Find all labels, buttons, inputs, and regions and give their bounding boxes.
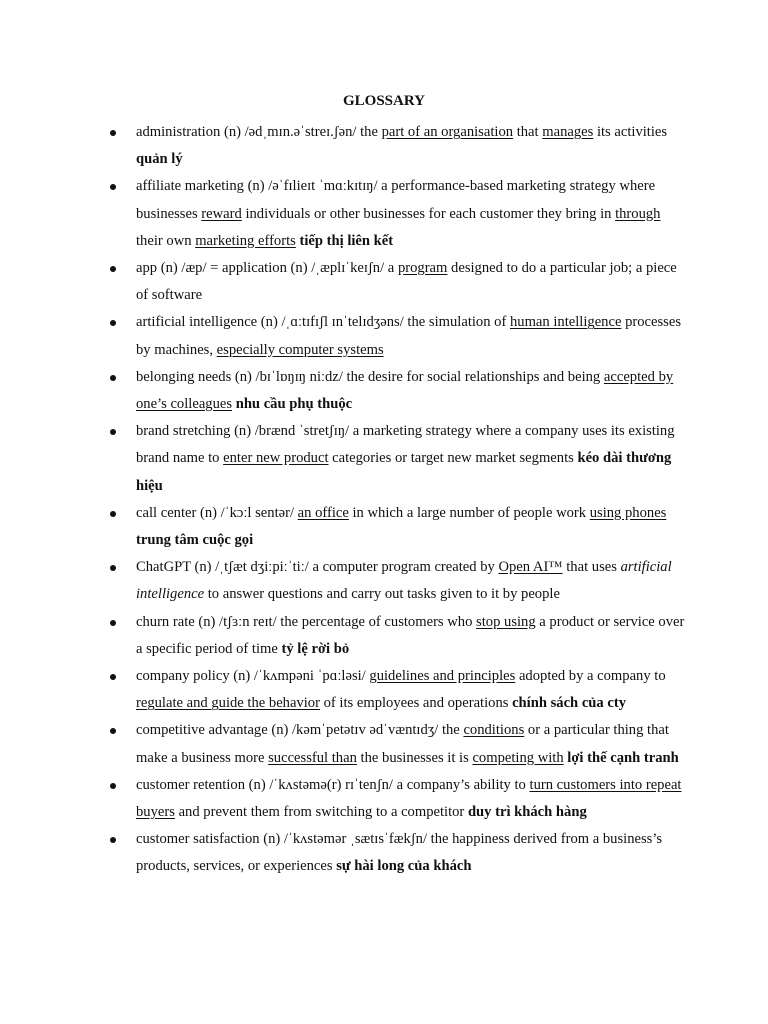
underlined-phrase: stop using [476,613,536,630]
definition-text: competitive advantage (n) /kəmˈpetətɪv ədˈvæntɪdʒ/ the [136,722,464,739]
definition-text: customer retention (n) /ˈkʌstəmə(r) rɪˈtenʃn/ a company’s ability to [136,776,530,793]
definition-text: administration (n) /ədˌmɪn.əˈstreɪ.ʃən/ the [136,124,382,140]
definition-text: to answer questions and carry out tasks given to it by people [204,586,560,603]
underlined-phrase: successful than [268,749,357,766]
underlined-phrase: human intelligence [509,314,622,331]
glossary-entry-text [136,309,688,363]
glossary-entry [0,119,768,173]
bullet-icon [110,837,116,843]
definition-text: their own [136,232,196,249]
definition-text: belonging needs (n) /bɪˈlɒŋɪŋ niːdz/ the desire for social relationships and being [136,368,604,385]
underlined-phrase: using phones [589,504,667,521]
translation-text: sự hài long của khách [336,858,472,875]
definition-text: the businesses it is [356,749,473,766]
glossary-entry [0,364,768,418]
bullet-icon [110,375,116,381]
translation-text: trung tâm cuộc gọi [136,532,254,549]
definition-text: processes by machines, [136,314,682,358]
definition-text: artificial intelligence [136,559,672,603]
definition-text: ChatGPT (n) /ˌtʃæt dʒiːpiːˈtiː/ a computer program created by [136,559,499,576]
definition-text: brand stretching (n) /brænd ˈstretʃɪŋ/ a marketing strategy where a company uses its existing brand name to [136,423,675,467]
bullet-icon [110,511,116,517]
definition-text: in which a large number of people work [348,504,590,521]
underlined-phrase: enter new product [223,450,329,467]
underlined-phrase: turn customers into repeat buyers [136,776,682,821]
glossary-entry [0,554,768,608]
definition-text: or a particular thing that make a business more [136,722,669,766]
underlined-phrase: marketing efforts [195,232,296,249]
bullet-icon [110,320,116,326]
translation-text: tỷ lệ rời bỏ [281,640,350,657]
translation-text: tiếp thị liên kết [299,232,394,249]
glossary-entry-text [136,663,688,717]
definition-text: its activities [593,124,668,140]
definition-text: a product or service over a specific period of time [136,613,685,657]
glossary-entry-text [136,255,688,309]
underlined-phrase: regulate and guide the behavior [136,695,320,712]
glossary-list [0,119,768,881]
translation-text: chính sách của cty [512,695,626,712]
glossary-entry-text [136,826,688,880]
underlined-phrase: accepted by one’s colleagues [136,368,674,413]
underlined-phrase: program [397,260,448,277]
bullet-icon [110,620,116,626]
definition-text: company policy (n) /ˈkʌmpəni ˈpɑːləsi/ [136,668,370,685]
underlined-phrase: through [615,205,661,222]
definition-text: categories or target new market segments [328,450,578,467]
translation-text: duy trì khách hàng [467,804,587,821]
bullet-icon [110,674,116,680]
underlined-phrase: competing with [472,749,564,766]
underlined-phrase: an office [297,504,349,521]
glossary-entry-text [136,554,688,608]
glossary-entry-text [136,119,688,173]
bullet-icon [110,565,116,571]
underlined-phrase: manages [542,124,594,140]
glossary-entry-text [136,500,688,554]
definition-text: adopted by a company to [515,668,666,685]
definition-text: customer satisfaction (n) /ˈkʌstəmər ˌsætɪsˈfækʃn/ the happiness derived from a business’s products, services, or experiences [136,831,663,875]
definition-text: artificial intelligence (n) /ˌɑːtɪfɪʃl ɪnˈtelɪdʒəns/ the simulation of [136,314,510,331]
glossary-entry-text [136,418,688,500]
glossary-entry [0,717,768,771]
bullet-icon [110,266,116,272]
glossary-entry-text [136,173,688,255]
translation-text: quản lý [136,151,183,168]
glossary-entry-text [136,364,688,418]
bullet-icon [110,130,116,136]
glossary-entry [0,173,768,255]
glossary-entry-text [136,609,688,663]
glossary-entry [0,500,768,554]
underlined-phrase: guidelines and principles [369,668,516,685]
glossary-entry [0,826,768,880]
definition-text: and prevent them from switching to a competitor [174,804,468,821]
glossary-entry [0,418,768,500]
glossary-entry [0,255,768,309]
definition-text: that [513,124,543,140]
bullet-icon [110,429,116,435]
definition-text: app (n) /æp/ = application (n) /ˌæplɪˈkeɪʃn/ a [136,260,398,277]
bullet-icon [110,184,116,190]
page-title: GLOSSARY [343,93,425,109]
bullet-icon [110,783,116,789]
glossary-entry [0,309,768,363]
underlined-phrase: Open AI™ [498,559,563,576]
glossary-entry [0,663,768,717]
definition-text: that uses [562,559,621,576]
glossary-entry [0,609,768,663]
underlined-phrase: reward [201,205,242,222]
definition-text: call center (n) /ˈkɔːl sentər/ [136,504,298,521]
glossary-entry [0,772,768,826]
glossary-entry-text [136,772,688,826]
underlined-phrase: conditions [463,722,525,739]
glossary-entry-text [136,717,688,771]
definition-text: affiliate marketing (n) /əˈfɪlieɪt ˈmɑːkɪtɪŋ/ a performance-based marketing strategy where businesses [136,178,656,222]
bullet-icon [110,728,116,734]
translation-text: kéo dài thương hiệu [136,450,672,494]
definition-text: designed to do a particular job; a piece of software [136,260,677,304]
definition-text: of its employees and operations [319,695,513,712]
translation-text: nhu cầu phụ thuộc [235,396,353,413]
definition-text: individuals or other businesses for each customer they bring in [241,205,616,222]
underlined-phrase: especially computer systems [216,341,384,358]
underlined-phrase: part of an organisation [381,124,514,140]
translation-text: lợi thế cạnh tranh [567,749,679,766]
definition-text: churn rate (n) /tʃɜːn reɪt/ the percentage of customers who [136,613,477,630]
